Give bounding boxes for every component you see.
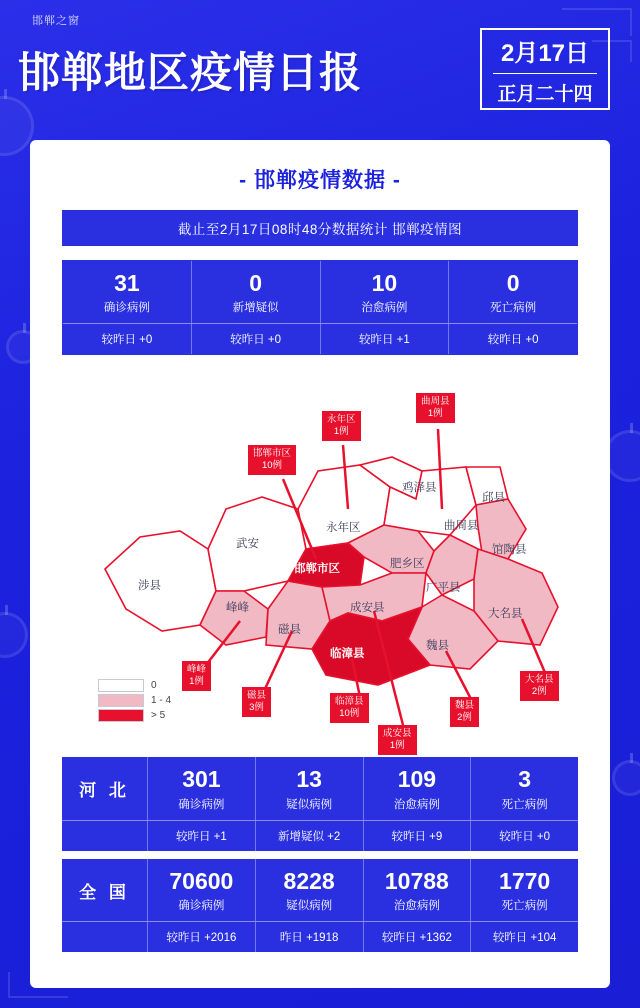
region-cell-confirmed [148,757,256,819]
region-cell-cured [364,757,472,819]
date-divider [493,73,597,74]
map-tag-linzhang [330,693,369,723]
tag-value: 1例 [333,426,349,438]
stat-cell-cured [321,261,450,323]
county-label-handan: 邯郸市区 [294,563,340,576]
stat-label: 治愈病例 [393,900,440,913]
main-card [30,140,610,988]
epidemic-map [30,359,610,752]
stat-label: 新增疑似 [232,302,279,315]
tag-title: 大名县 [525,674,554,686]
map-tag-chengan [378,725,417,755]
tag-title: 成安县 [383,728,412,740]
county-label: 峰峰 [226,602,249,615]
stat-value: 8228 [283,867,335,894]
tag-title: 临漳县 [335,696,364,708]
tag-value: 2例 [531,686,547,698]
county-label: 曲周县 [444,520,479,533]
local-stats-block [62,260,578,355]
region-delta-cells [148,922,578,952]
region-delta-cured: 较昨日 +1362 [364,922,472,952]
tag-value: 1例 [427,408,443,420]
stat-label: 死亡病例 [490,302,537,315]
delta-deaths: 较昨日 +0 [487,334,539,347]
map-tag-quzhou [416,393,455,423]
region-cell-deaths [471,859,578,921]
county-label: 磁县 [278,624,301,637]
tag-title: 磁县 [247,690,267,702]
legend-swatch-2 [98,709,144,722]
region-block-hebei [62,757,578,850]
region-cells [148,757,578,819]
stat-value: 1770 [499,867,551,894]
stat-value: 3 [518,766,532,793]
region-delta-deaths: 较昨日 +104 [492,932,557,945]
stat-label: 治愈病例 [361,302,408,315]
region-delta-spacer [62,821,148,851]
county-label: 肥乡区 [390,558,425,571]
region-cell-suspected [256,757,364,819]
page-title: 邯郸地区疫情日报 [18,49,363,96]
legend-label: 1 - 4 [151,695,172,707]
map-tag-daming [520,671,559,701]
stat-value: 10788 [384,867,449,894]
legend-label: > 5 [151,710,166,722]
county-label: 武安 [236,538,259,551]
stat-label: 死亡病例 [501,900,548,913]
stat-label: 确诊病例 [178,798,225,811]
map-tag-cixian [242,687,271,717]
region-delta-confirmed: 较昨日 +1 [148,821,256,851]
map-tag-fengfeng [182,661,211,691]
tag-value: 10例 [261,460,283,472]
delta-confirmed: 较昨日 +0 [63,324,192,354]
stat-label: 治愈病例 [393,798,440,811]
county-label: 永年区 [326,522,361,535]
stat-label: 疑似病例 [286,900,333,913]
region-cell-suspected [256,859,364,921]
stat-label: 确诊病例 [178,900,225,913]
tag-value: 2例 [457,712,472,724]
date-badge [480,28,610,110]
legend-label: 0 [151,680,157,692]
region-cell-cured [364,859,472,921]
local-stats-numbers [63,261,577,323]
county-label-linzhang: 临漳县 [330,648,365,661]
tag-value: 10例 [339,708,360,720]
county-label: 广平县 [426,582,461,595]
stat-value: 109 [397,766,437,793]
tag-value: 1例 [389,740,405,752]
stat-label: 疑似病例 [286,798,333,811]
stat-value: 0 [249,270,263,296]
tag-title: 曲周县 [421,396,450,408]
region-cells [148,859,578,921]
region-delta-cells [148,821,578,851]
stat-value: 10 [371,270,398,296]
tag-title: 魏县 [455,700,475,712]
delta-suspected: 较昨日 +0 [192,324,321,354]
map-tag-yongnian [322,411,361,441]
tag-value: 3例 [249,702,264,714]
tag-title: 永年区 [327,414,356,426]
tag-title: 邯郸市区 [253,448,292,460]
legend-item [98,679,171,692]
map-legend [98,679,171,724]
legend-swatch-0 [98,679,144,692]
county-label: 鸡泽县 [402,482,437,495]
map-tag-weixian [450,697,479,727]
region-delta-suspected: 昨日 +1918 [256,922,364,952]
region-cell-confirmed [148,859,256,921]
region-delta-row [62,922,578,952]
region-top-row [62,859,578,921]
virus-decoration-icon [0,612,28,658]
legend-item [98,709,171,722]
county-label: 魏县 [426,640,449,653]
region-cell-deaths [471,757,578,819]
stat-value: 0 [506,270,520,296]
stat-label: 死亡病例 [501,798,548,811]
stat-value: 301 [182,766,221,793]
region-name: 河 北 [62,757,148,819]
legend-swatch-1 [98,694,144,707]
stat-value: 70600 [169,867,234,894]
county-label: 涉县 [138,580,161,593]
stat-cell-confirmed [63,261,192,323]
stat-label: 确诊病例 [103,302,150,315]
stat-cell-suspected [192,261,321,323]
date-solar: 2月17日 [500,39,590,67]
cutoff-banner: 截止至2月17日08时48分数据统计 邯郸疫情图 [62,210,578,246]
region-block-national [62,859,578,952]
region-delta-confirmed: 较昨日 +2016 [148,922,256,952]
region-delta-cured: 较昨日 +9 [364,821,472,851]
header-row [18,36,622,112]
region-top-row [62,757,578,819]
region-name: 全 国 [62,859,148,921]
virus-decoration-icon [612,760,640,796]
county-label: 大名县 [488,608,523,621]
tag-title: 峰峰 [187,664,207,676]
local-stats-deltas [63,324,577,354]
stat-cell-deaths [449,261,577,323]
region-delta-row [62,821,578,851]
county-label: 成安县 [350,602,385,615]
county-label: 馆陶县 [492,544,527,557]
stat-value: 31 [114,270,140,296]
delta-cured: 较昨日 +1 [321,324,450,354]
brand-label: 邯郸之窗 [32,15,80,27]
card-title: - 邯郸疫情数据 - [239,169,401,192]
region-delta-suspected: 新增疑似 +2 [256,821,364,851]
region-delta-deaths: 较昨日 +0 [499,830,551,843]
map-tag-handan-urban [248,445,296,475]
county-label: 邱县 [482,492,505,505]
legend-item [98,694,171,707]
tag-value: 1例 [189,676,204,688]
stat-value: 13 [296,766,322,793]
date-lunar: 正月二十四 [497,83,593,105]
region-delta-spacer [62,922,148,952]
